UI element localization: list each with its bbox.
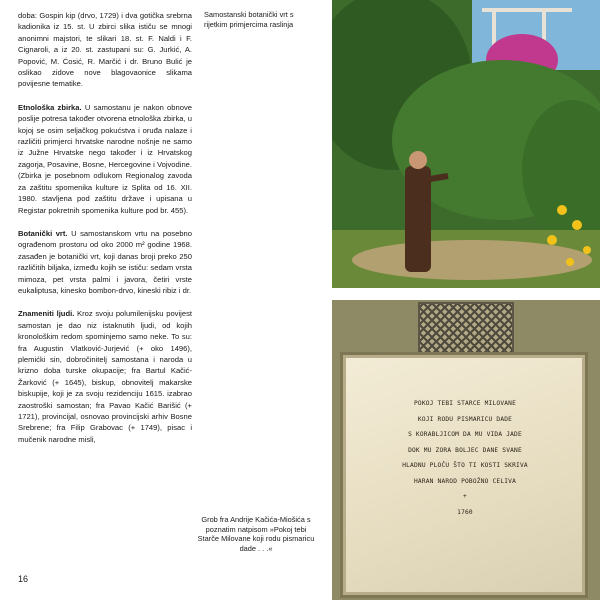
intro-paragraph: [18, 10, 192, 90]
page-number: 16: [18, 574, 29, 584]
intro-text: doba: Gospin kip (drvo, 1729) i dva gotička srebrna kadionika iz 15. st. U zbirci slika ističu se mnogi anonimni majstori, te slikari 18. st. F. Naldi i F. Cignaroli, a iz 20. st. zastupani su: G. Jurkić, A. Popović, M. Ćosić, R. Marčić i dr. Bruno Bulić je oslikao zidove nove blagovaonice slikama povijesne tematike.: [18, 11, 192, 89]
inscription-line: S KORABLJICOM DA MU VIDA JADE: [408, 431, 522, 438]
body-text-column: [18, 10, 192, 457]
botanic-heading: Botanički vrt.: [18, 228, 68, 238]
inscription-line: HLADNU PLOČU ŠTO TI KOSTI SKRIVA: [402, 462, 528, 469]
tombstone-inscription: [362, 396, 568, 520]
inscription-line: DOK MU ZORA BOLJEC DANE SVANE: [408, 446, 522, 454]
inscription-line: HARAN NAROD POBOŽNO CELIVA: [413, 477, 517, 485]
inscription-line: POKOJ TEBI STARCE MILOVANE: [413, 400, 517, 407]
botanic-paragraph: [18, 228, 192, 296]
people-text: Kroz svoju polumilenijsku povijest samostan je dao niz istaknutih ljudi, od kojih kronološkim redom spominjemo samo neke. To su: fra Augustin Vlatković-Jurjević (+ oko 1496), plemićki sin, dobročinitelj samostana i narodа u krizno doba turske okupacije; fra Bartul Kačić-Žarković (+ 1645), biskup, obnovitelj makarske biskupije, koji je za svoju rezidenciju 1615. izabrao zaostrоški samostan; fra Pavao Kačić Barišić (+ 1721), provincijal, osnovao provincijski arhiv Bosne Srebrene; fra Filip Grabovac (+ 1749), pisac i mučenik narodne misli,: [18, 309, 192, 444]
grave-grille: [418, 302, 514, 354]
inscription-line: 1760: [457, 508, 473, 516]
ethnology-paragraph: [18, 102, 192, 216]
grave-caption: Grob fra Andrije Kačića-Miošića s poznatim natpisom »Pokoj tebi Starče Milovane koji rodu pismaricu dade . . .«: [197, 515, 315, 553]
garden-photo: [332, 0, 600, 288]
botanic-text: U samostanskom vrtu na posebno ograđenom prostoru od oko 2000 m² godine 1968. zasađen je botanički vrt, koji danas broji preko 250 različitih biljaka, između kojih se ističu: sedam vrsta mimoza, pet vrsta palmi i javora, četiri vrste eukaliptusa, kinesko bombon-drvo, kineski ribiz i dr.: [18, 228, 192, 295]
inscription-line: +: [463, 493, 467, 500]
ethnology-text: U samostanu je nakon obnove poslije potresa također otvorena etnološka zbirka, u kojoj se osim seljačkog pokućstva i oruđa nalaze i različiti primjerci hrvatske narodne nošnje ne samo iz Južne Hrvatske nego također i iz Hrvatskog zagorja, Posavine, Bosne, Hercegovine i Vojvodine. (Zbirka je posebnom odlukom Regionalog zavoda za zaštitu spomenika kulture iz Splita od 16. XII. 1980. stavljena pod zaštitu države i upisana u Registar pokretnih spomenika kulture pod br. 455).: [18, 102, 192, 215]
garden-caption: Samostanski botanički vrt s rijetkim primjercima raslinja: [204, 10, 294, 29]
inscription-line: KOJI RODU PISMARICU DADE: [417, 415, 513, 423]
garden-photo-illustration: [332, 0, 600, 288]
people-heading: Znameniti ljudi.: [18, 309, 75, 319]
ethnology-heading: Etnološka zbirka.: [18, 102, 82, 112]
grave-photo: [332, 300, 600, 600]
people-paragraph: [18, 308, 192, 445]
